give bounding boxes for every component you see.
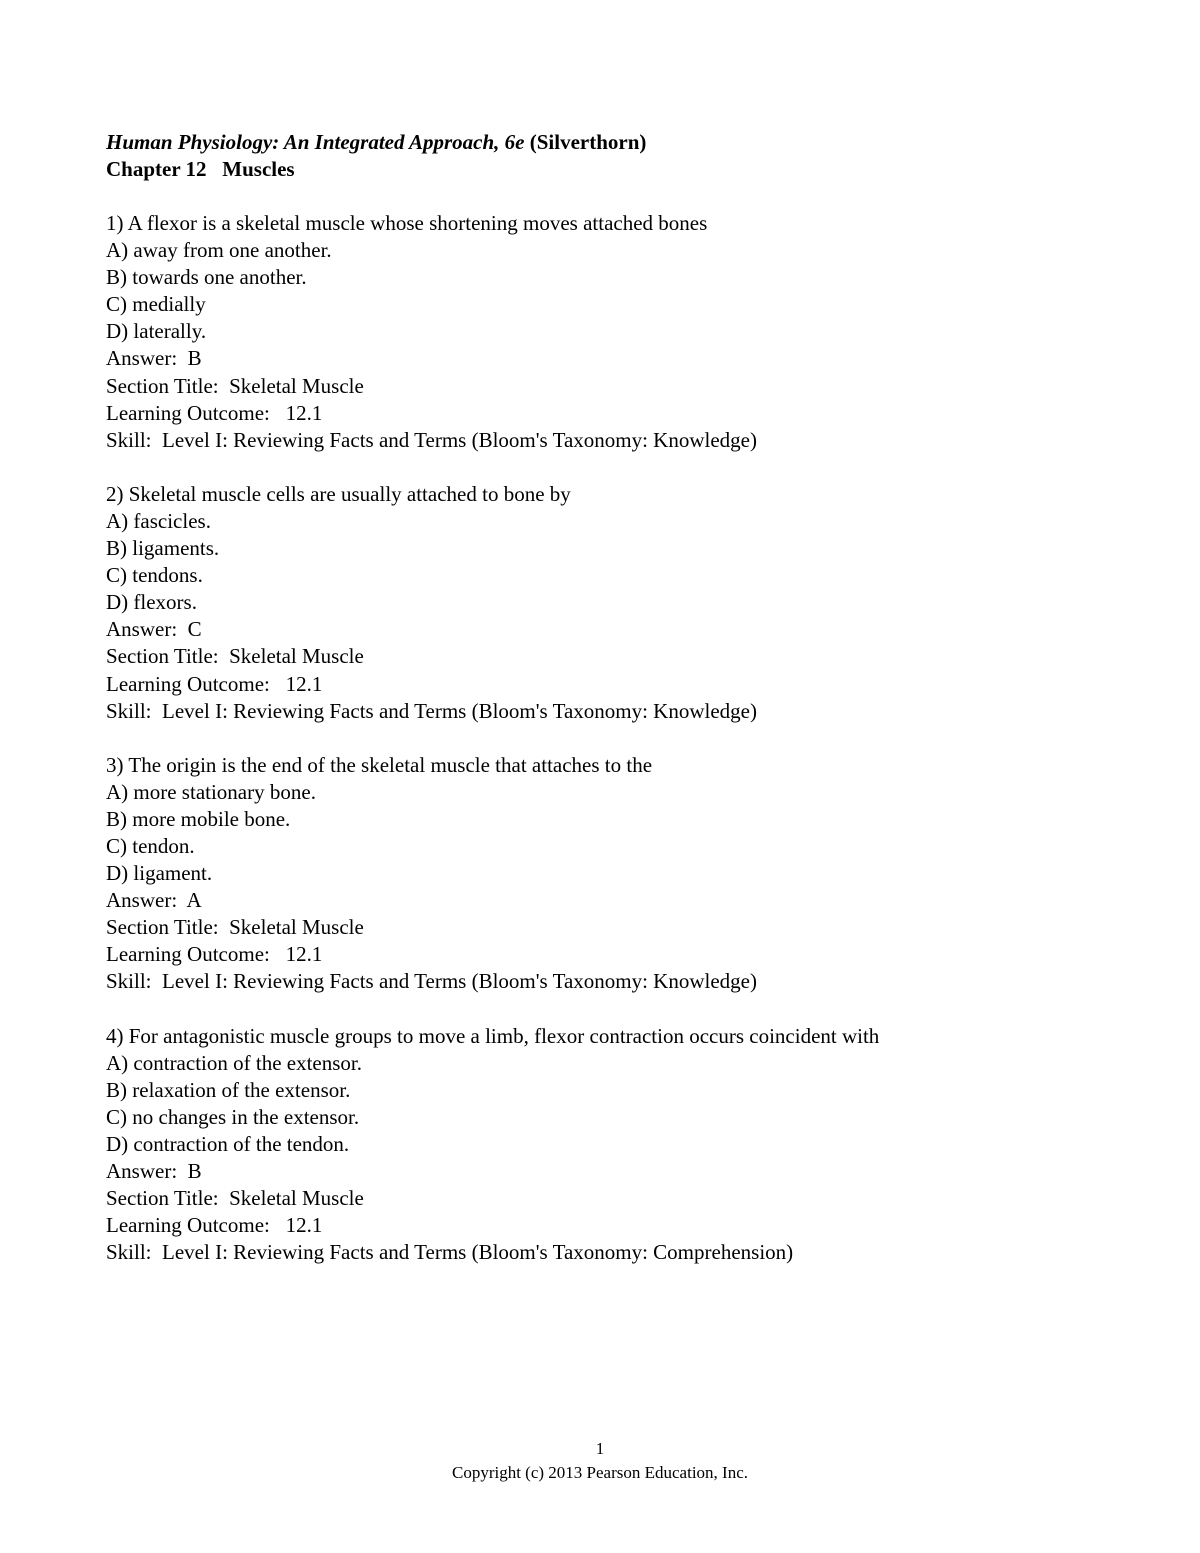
answer-key: Answer: B — [106, 1159, 202, 1183]
question-list — [106, 210, 1106, 1293]
answer-option: C) tendons. — [106, 563, 203, 588]
answer-option: B) ligaments. — [106, 536, 220, 561]
answer-option: D) contraction of the tendon. — [106, 1131, 350, 1156]
answer-option: B) towards one another. — [106, 265, 307, 290]
answer-key: Answer: B — [106, 346, 202, 371]
copyright-notice: Copyright (c) 2013 Pearson Education, Inc. — [451, 1463, 748, 1482]
question-stem: 1) A flexor is a skeletal muscle whose shortening moves attached bones — [106, 211, 708, 235]
answer-option: C) tendon. — [106, 833, 195, 858]
answer-option: A) away from one another. — [106, 238, 332, 263]
learning-outcome: Learning Outcome: 12.1 — [106, 942, 323, 967]
question-stem: 4) For antagonistic muscle groups to move a limb, flexor contraction occurs coincident with — [106, 1023, 880, 1048]
answer-option: B) relaxation of the extensor. — [106, 1077, 351, 1102]
skill-level: Skill: Level I: Reviewing Facts and Terms (Bloom's Taxonomy: Knowledge) — [106, 427, 757, 452]
section-title: Section Title: Skeletal Muscle — [106, 373, 364, 398]
page-number: 1 — [595, 1439, 605, 1458]
learning-outcome: Learning Outcome: 12.1 — [106, 1213, 323, 1238]
answer-option: C) no changes in the extensor. — [106, 1104, 360, 1129]
book-author: (Silverthorn) — [524, 130, 647, 154]
answer-key: Answer: C — [106, 617, 202, 642]
answer-option: C) medially — [106, 292, 206, 317]
page-footer — [0, 1437, 1200, 1485]
answer-option: D) ligament. — [106, 861, 213, 886]
skill-level: Skill: Level I: Reviewing Facts and Terms (Bloom's Taxonomy: Knowledge) — [106, 969, 757, 994]
learning-outcome: Learning Outcome: 12.1 — [106, 400, 323, 425]
skill-level: Skill: Level I: Reviewing Facts and Terms (Bloom's Taxonomy: Comprehension) — [106, 1240, 794, 1265]
question-item — [106, 210, 1106, 454]
section-title: Section Title: Skeletal Muscle — [106, 644, 364, 669]
question-item — [106, 481, 1106, 725]
section-title: Section Title: Skeletal Muscle — [106, 915, 364, 940]
answer-option: D) flexors. — [106, 590, 197, 615]
answer-option: A) more stationary bone. — [106, 779, 316, 804]
chapter-title: Chapter 12 Muscles — [106, 157, 295, 181]
skill-level: Skill: Level I: Reviewing Facts and Terms (Bloom's Taxonomy: Knowledge) — [106, 698, 757, 723]
document-header — [106, 129, 646, 183]
question-stem: 3) The origin is the end of the skeletal muscle that attaches to the — [106, 752, 653, 777]
answer-option: A) contraction of the extensor. — [106, 1050, 362, 1075]
answer-key: Answer: A — [106, 888, 202, 913]
book-title-line — [106, 129, 646, 156]
book-title: Human Physiology: An Integrated Approach, 6e — [106, 130, 525, 154]
question-item — [106, 752, 1106, 996]
question-stem: 2) Skeletal muscle cells are usually attached to bone by — [106, 481, 571, 506]
answer-option: A) fascicles. — [106, 508, 211, 533]
question-item — [106, 1023, 1106, 1267]
answer-option: B) more mobile bone. — [106, 806, 291, 831]
answer-option: D) laterally. — [106, 319, 207, 344]
section-title: Section Title: Skeletal Muscle — [106, 1186, 364, 1211]
learning-outcome: Learning Outcome: 12.1 — [106, 671, 323, 696]
